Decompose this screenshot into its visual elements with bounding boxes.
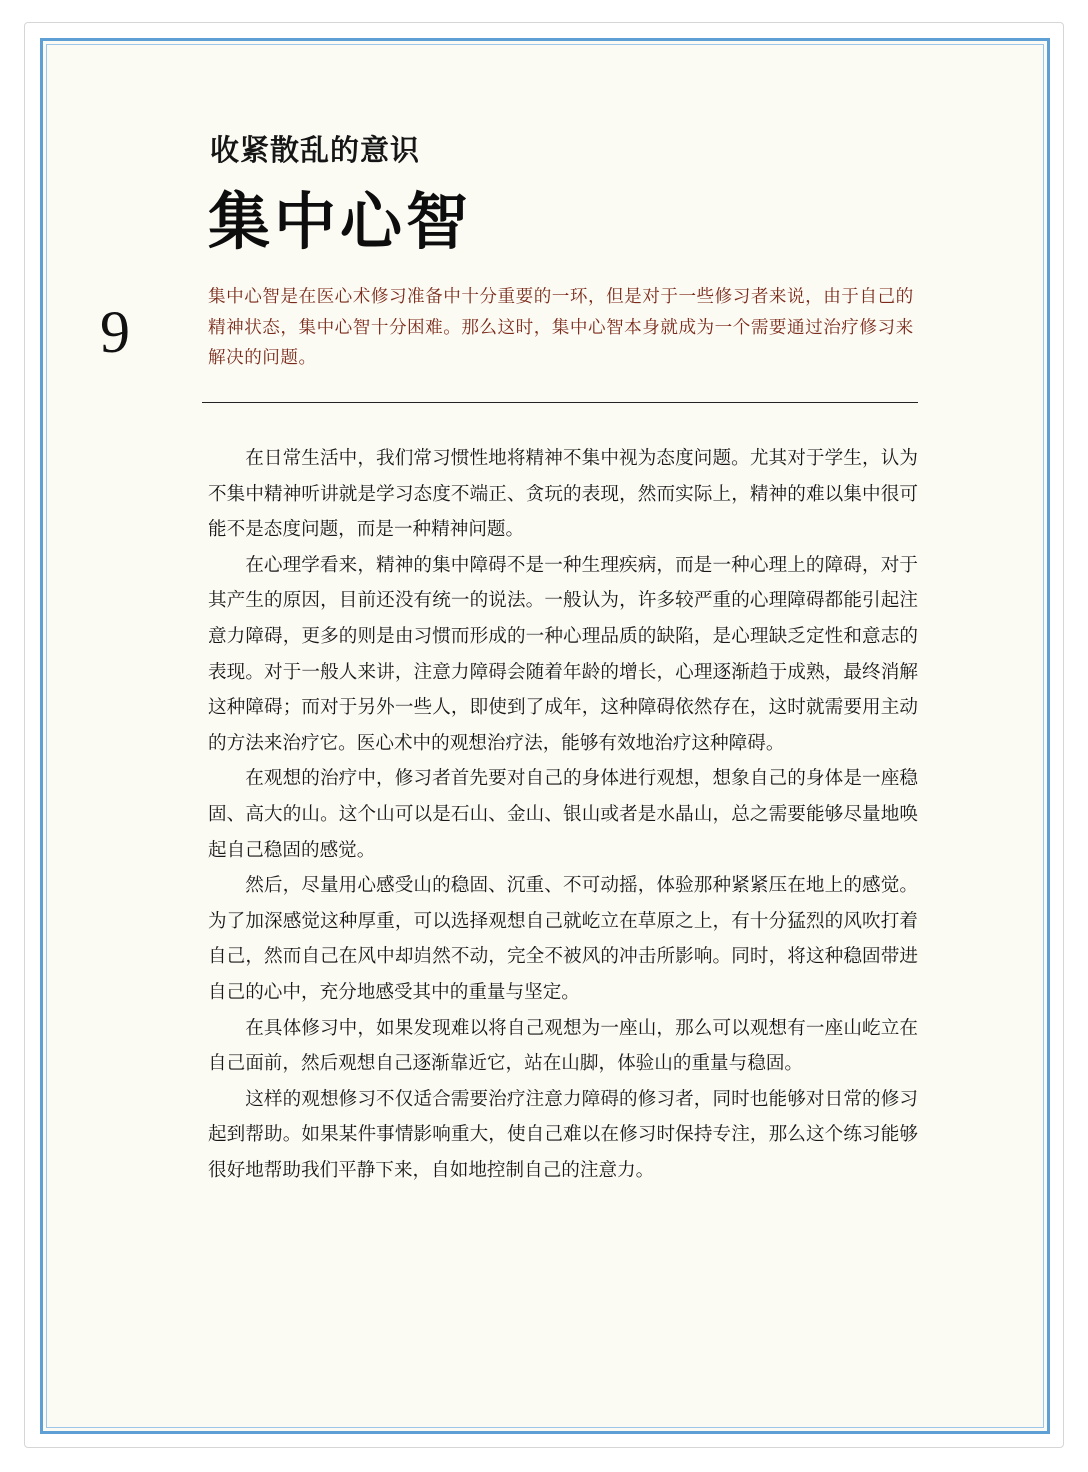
paragraph: 在日常生活中，我们常习惯性地将精神不集中视为态度问题。尤其对于学生，认为不集中精神听讲就是学习态度不端正、贪玩的表现，然而实际上，精神的难以集中很可能不是态度问题，而是一种精神问题。 (208, 448, 918, 541)
paragraph: 这样的观想修习不仅适合需要治疗注意力障碍的修习者，同时也能够对日常的修习起到帮助。如果某件事情影响重大，使自己难以在修习时保持专注，那么这个练习能够很好地帮助我们平静下来，自如地控制自己的注意力。 (208, 1088, 918, 1181)
paragraph: 在观想的治疗中，修习者首先要对自己的身体进行观想，想象自己的身体是一座稳固、高大的山。这个山可以是石山、金山、银山或者是水晶山，总之需要能够尽量地唤起自己稳固的感觉。 (208, 768, 918, 861)
page-title: 集中心智 (208, 185, 473, 258)
chapter-number: 9 (100, 299, 130, 365)
divider (202, 402, 918, 403)
page-subtitle: 收紧散乱的意识 (210, 133, 421, 167)
paragraph: 在具体修习中，如果发现难以将自己观想为一座山，那么可以观想有一座山屹立在自己面前，然后观想自己逐渐靠近它，站在山脚，体验山的重量与稳固。 (208, 1017, 918, 1075)
paragraph: 然后，尽量用心感受山的稳固、沉重、不可动摇，体验那种紧紧压在地上的感觉。为了加深感觉这种厚重，可以选择观想自己就屹立在草原之上，有十分猛烈的风吹打着自己，然而自己在风中却岿然不动，完全不被风的冲击所影响。同时，将这种稳固带进自己的心中，充分地感受其中的重量与坚定。 (208, 875, 918, 1003)
intro-text: 集中心智是在医心术修习准备中十分重要的一环，但是对于一些修习者来说，由于自己的精神状态，集中心智十分困难。那么这时，集中心智本身就成为一个需要通过治疗修习来解决的问题。 (208, 287, 914, 368)
body-text (208, 441, 918, 1188)
intro-block (208, 282, 920, 374)
paragraph: 在心理学看来，精神的集中障碍不是一种生理疾病，而是一种心理上的障碍，对于其产生的原因，目前还没有统一的说法。一般认为，许多较严重的心理障碍都能引起注意力障碍，更多的则是由习惯而形成的一种心理品质的缺陷，是心理缺乏定性和意志的表现。对于一般人来讲，注意力障碍会随着年龄的增长，心理逐渐趋于成熟，最终消解这种障碍；而对于另外一些人，即使到了成年，这种障碍依然存在，这时就需要用主动的方法来治疗它。医心术中的观想治疗法，能够有效地治疗这种障碍。 (208, 554, 918, 754)
